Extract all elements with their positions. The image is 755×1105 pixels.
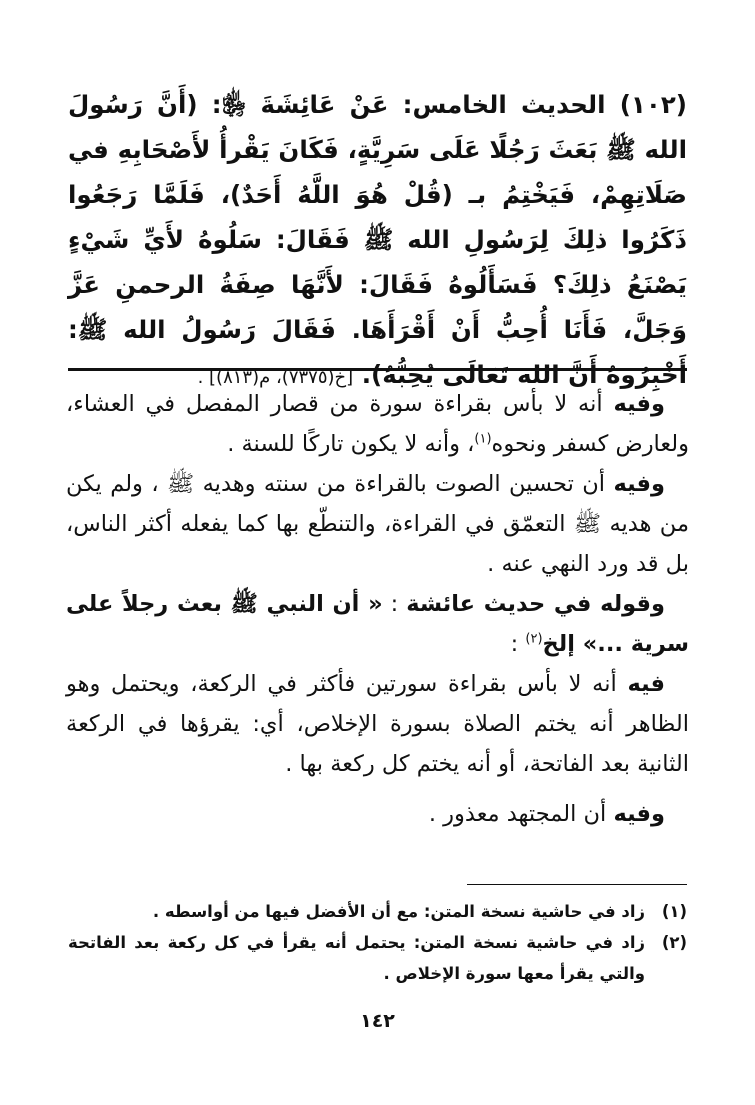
commentary-paragraph-4 — [66, 664, 689, 784]
paragraph-lead-word: وفيه — [613, 801, 665, 827]
hadith-reference: [خ(٧٣٧٥)، م(٨١٣)] . — [197, 367, 354, 388]
paragraph-lead-word: فيه — [627, 671, 665, 697]
footnote-divider — [467, 884, 687, 885]
hadith-text — [68, 82, 687, 400]
paragraph-colon: : — [382, 591, 407, 617]
footnote-marker-1: (١) — [474, 431, 492, 447]
footnote-marker-2: (٢) — [525, 631, 543, 647]
paragraph-lead-word: وفيه — [613, 471, 665, 497]
hadith-quote: « أن النبي ﷺ بعث رجلاً على سرية ...» — [66, 591, 689, 657]
footnote-2 — [68, 927, 687, 989]
footnote-text: زاد في حاشية نسخة المتن: مع أن الأفضل فيها من أواسطه . — [152, 902, 645, 921]
footnote-1 — [68, 896, 687, 927]
page-number: ١٤٢ — [360, 1010, 395, 1032]
commentary-paragraph-5 — [66, 794, 689, 834]
paragraph-lead-phrase: وقوله في حديث عائشة — [406, 591, 666, 617]
paragraph-text-tail: ، وأنه لا يكون تاركًا للسنة . — [227, 431, 475, 457]
commentary-paragraph-2 — [66, 464, 689, 584]
paragraph-text: أن تحسين الصوت بالقراءة من سنته وهديه ﷺ ، ولم يكن من هديه ﷺ التعمّق في القراءة، والتنطّع بها كما يفعله أكثر الناس، بل قد ورد النهي عنه . — [66, 471, 689, 577]
footnote-number: (١) — [661, 902, 687, 921]
commentary-paragraph-3 — [66, 584, 689, 664]
paragraph-lead-word: وفيه — [613, 391, 665, 417]
footnotes — [68, 896, 687, 989]
paragraph-text: أنه لا بأس بقراءة سورة من قصار المفصل في العشاء، ولعارض كسفر ونحوه — [66, 391, 689, 457]
footnote-number: (٢) — [661, 933, 687, 952]
hadith-main: (١٠٢) الحديث الخامس: عَنْ عَائِشَةَ ﵂: (أَنَّ رَسُولَ الله ﷺ بَعَثَ رَجُلًا عَلَى سَرِيَّةٍ، فَكَانَ يَقْرأُ لأَصْحَابِهِ في صَلَاتِهِمْ، فَيَخْتِمُ بـ (قُلْ هُوَ اللَّهُ أَحَدٌ)، فَلَمَّا رَجَعُوا ذَكَرُوا ذلِكَ لِرَسُولِ الله ﷺ فَقَالَ: سَلُوهُ لأَيِّ شَيْءٍ يَصْنَعُ ذلِكَ؟ فَسَأَلُوهُ فَقَالَ: لأَنَّهَا صِفَةُ الرحمنِ عَزَّ وَجَلَّ، فَأَنَا أُحِبُّ أَنْ أَقْرَأَهَا. فَقَالَ رَسُولُ الله ﷺ: أَخْبِرُوهُ أَنَّ الله تَعَالَى يُحِبُّهُ). — [68, 90, 687, 389]
footnote-text: زاد في حاشية نسخة المتن: يحتمل أنه يقرأ في كل ركعة بعد الفاتحة والتي يقرأ معها سورة الإخلاص . — [68, 933, 645, 983]
paragraph-text: أنه لا بأس بقراءة سورتين فأكثر في الركعة، ويحتمل وهو الظاهر أنه يختم الصلاة بسورة الإخلاص، أي: يقرؤها في الركعة الثانية بعد الفاتحة، أو أنه يختم كل ركعة بها . — [66, 671, 689, 777]
section-divider — [68, 368, 687, 371]
paragraph-etc: إلخ — [542, 631, 583, 657]
commentary — [66, 384, 689, 834]
paragraph-end: : — [510, 631, 526, 657]
commentary-paragraph-1 — [66, 384, 689, 464]
paragraph-text: أن المجتهد معذور . — [428, 801, 614, 827]
